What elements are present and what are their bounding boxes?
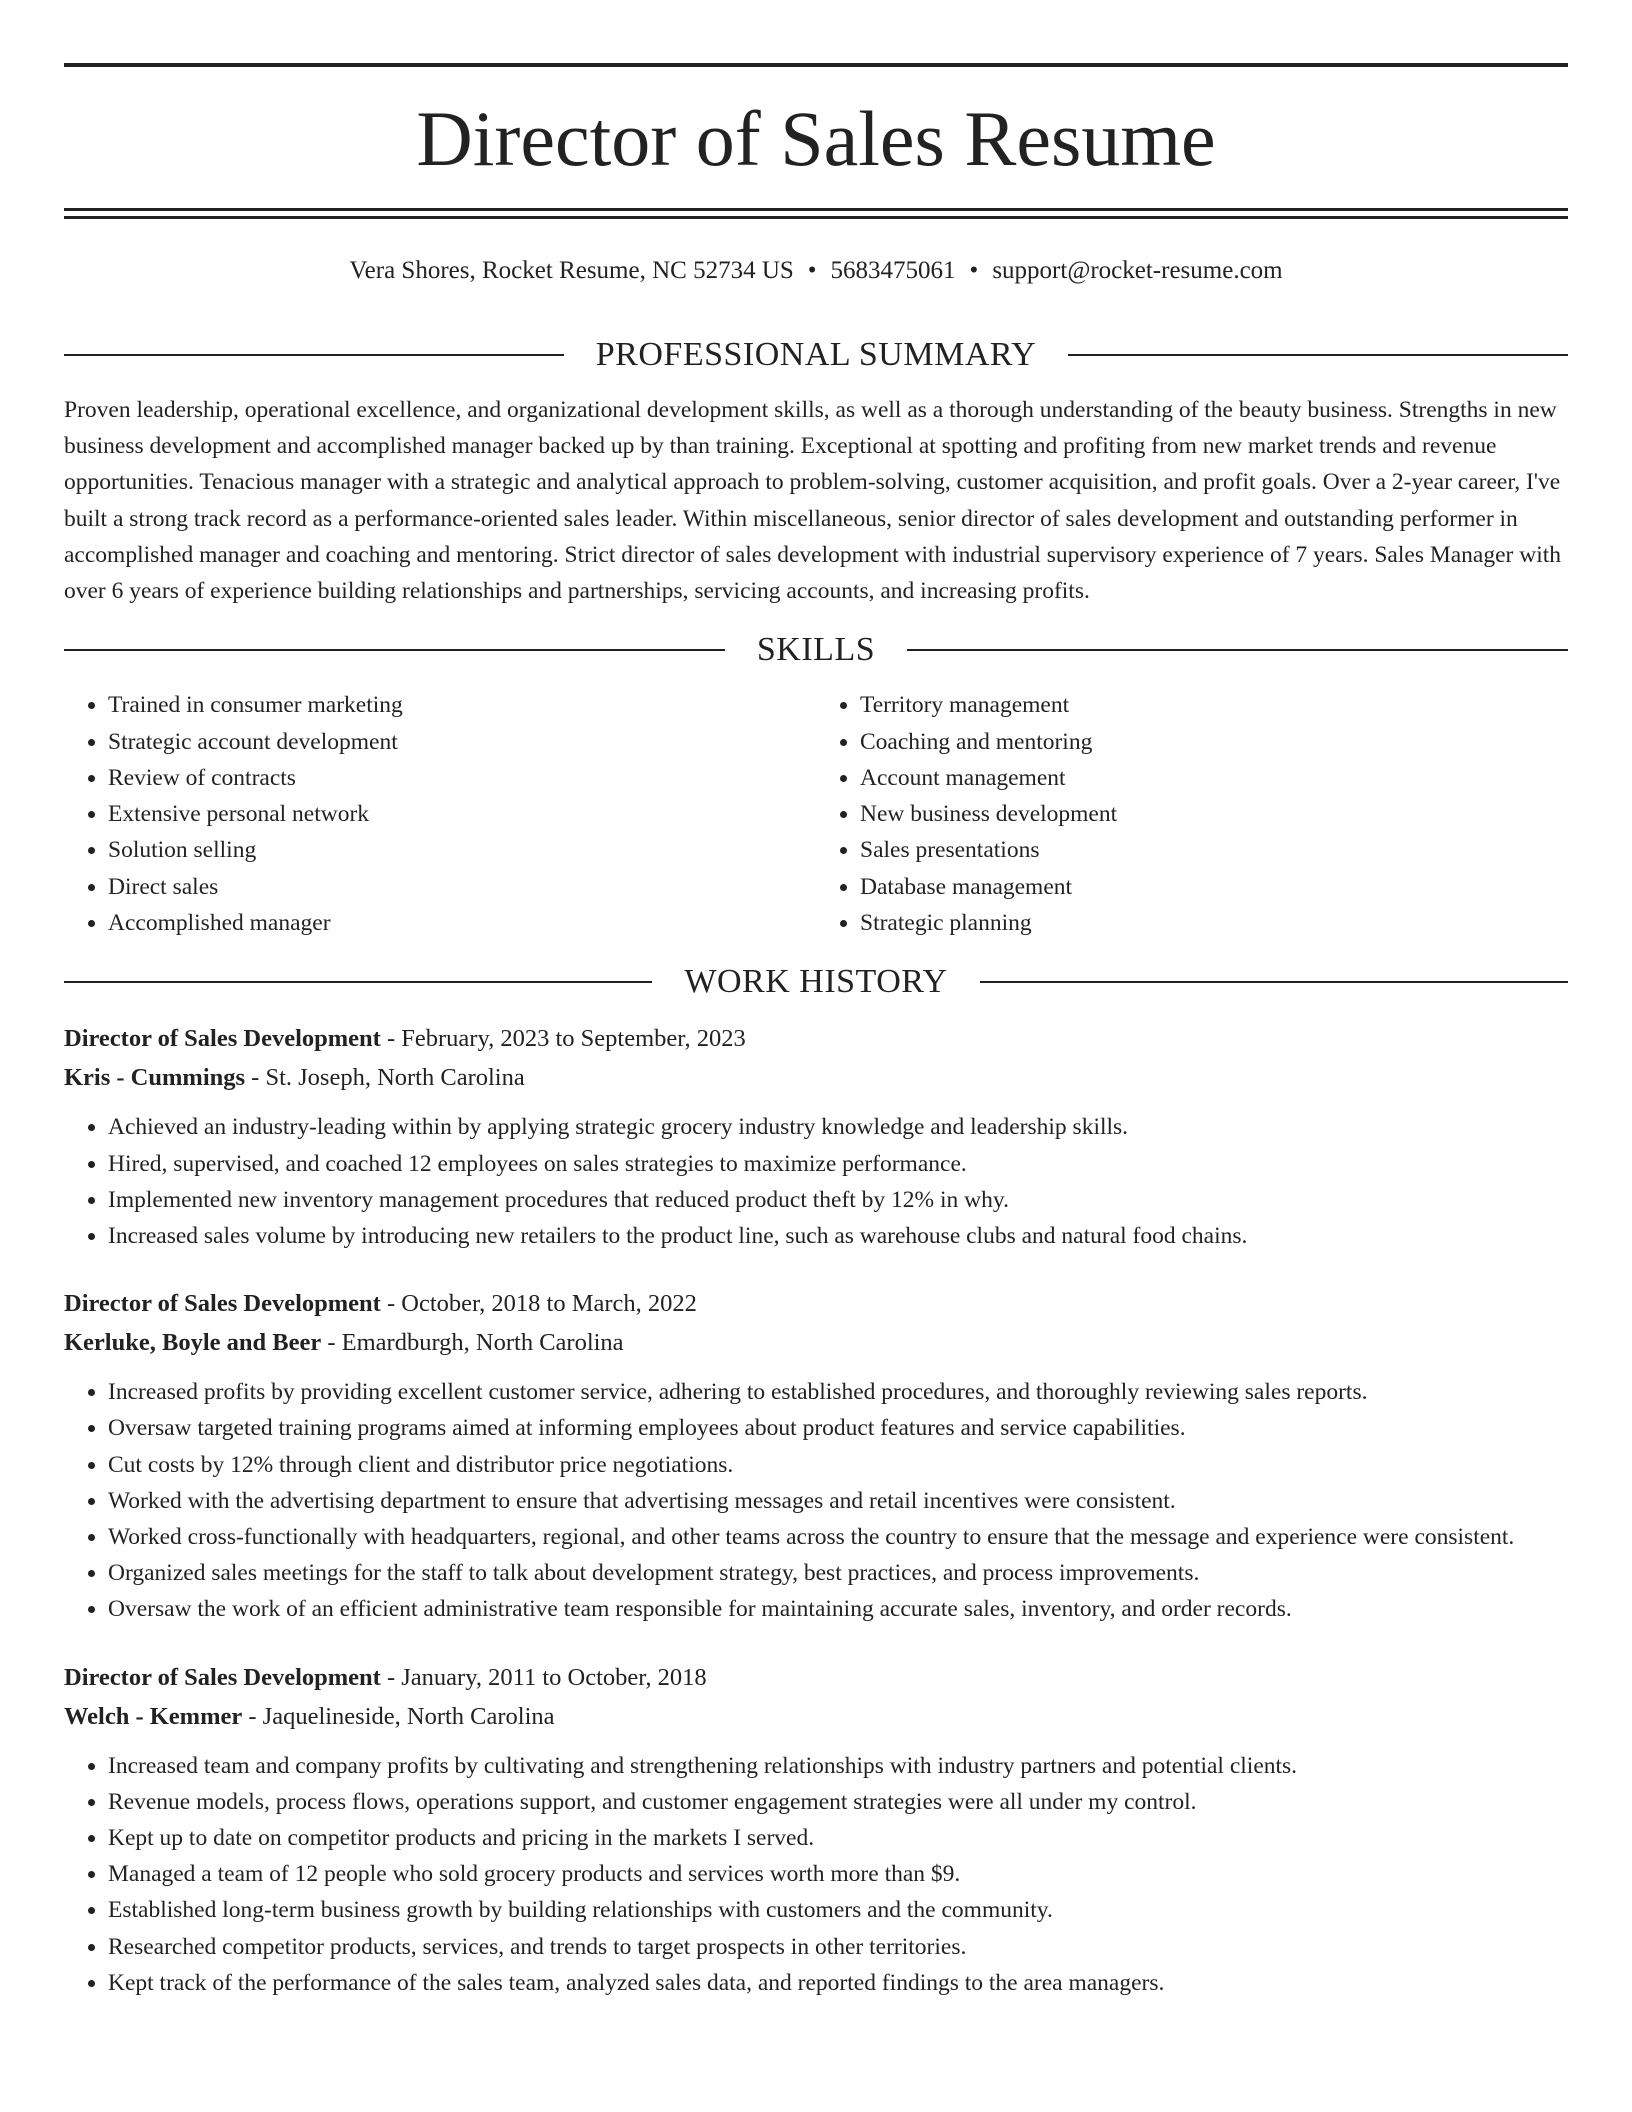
skills-column-left <box>64 687 816 941</box>
top-rule <box>64 63 1568 67</box>
job-entry <box>64 1658 1568 2001</box>
job-company: Kris - Cummings <box>64 1064 246 1092</box>
heading-rule-right <box>1068 354 1568 356</box>
job-bullet: • Revenue models, process flows, operations support, and customer engagement strategies were all under my control. <box>108 1784 1568 1820</box>
skill-item: • Strategic planning <box>860 905 1568 941</box>
skill-item: • Extensive personal network <box>108 796 816 832</box>
job-bullet: • Cut costs by 12% through client and distributor price negotiations. <box>108 1447 1568 1483</box>
job-bullets <box>64 1109 1568 1254</box>
work-heading-label: WORK HISTORY <box>684 963 948 1001</box>
job-bullets <box>64 1374 1568 1627</box>
job-bullet: • Researched competitor products, services, and trends to target prospects in other territories. <box>108 1929 1568 1965</box>
job-location: - Jaquelineside, North Carolina <box>242 1702 555 1730</box>
job-bullet: • Managed a team of 12 people who sold grocery products and services worth more than $9. <box>108 1856 1568 1892</box>
job-dates: - October, 2018 to March, 2022 <box>380 1290 697 1318</box>
job-bullet: • Worked cross-functionally with headquarters, regional, and other teams across the country to ensure that the message and experience were consistent. <box>108 1519 1568 1555</box>
job-title-line <box>64 1284 1568 1323</box>
skills-heading-label: SKILLS <box>756 631 876 669</box>
job-bullets <box>64 1748 1568 2001</box>
job-bullet: • Increased sales volume by introducing new retailers to the product line, such as warehouse clubs and natural food chains. <box>108 1218 1568 1254</box>
job-company: Kerluke, Boyle and Beer <box>64 1329 322 1357</box>
title-rule-upper <box>64 208 1568 211</box>
job-bullet: • Increased profits by providing excellent customer service, adhering to established procedures, and thoroughly reviewing sales reports. <box>108 1374 1568 1410</box>
skills-column-right <box>816 687 1568 941</box>
job-bullet: • Organized sales meetings for the staff to talk about development strategy, best practices, and process improvements. <box>108 1555 1568 1591</box>
contact-separator: • <box>969 257 979 284</box>
job-bullet: • Established long-term business growth by building relationships with customers and the community. <box>108 1892 1568 1928</box>
heading-rule-left <box>64 354 564 356</box>
skill-item: • Direct sales <box>108 869 816 905</box>
skill-item: • Account management <box>860 760 1568 796</box>
page-title: Director of Sales Resume <box>416 95 1216 182</box>
skill-item: • Solution selling <box>108 832 816 868</box>
skill-item: • Sales presentations <box>860 832 1568 868</box>
job-title: Director of Sales Development <box>64 1025 381 1053</box>
job-bullet: • Worked with the advertising department to ensure that advertising messages and retail incentives were consistent. <box>108 1483 1568 1519</box>
job-bullet: • Achieved an industry-leading within by applying strategic grocery industry knowledge and leadership skills. <box>108 1109 1568 1145</box>
job-title-line <box>64 1019 1568 1058</box>
contact-address: Vera Shores, Rocket Resume, NC 52734 US <box>349 257 794 284</box>
job-title: Director of Sales Development <box>64 1290 381 1318</box>
job-location: - Emardburgh, North Carolina <box>321 1329 624 1357</box>
job-company-line <box>64 1697 1568 1736</box>
job-company-line <box>64 1058 1568 1097</box>
job-bullet: • Implemented new inventory management procedures that reduced product theft by 12% in why. <box>108 1182 1568 1218</box>
job-bullet: • Hired, supervised, and coached 12 employees on sales strategies to maximize performance. <box>108 1146 1568 1182</box>
job-title: Director of Sales Development <box>64 1663 381 1691</box>
job-bullet: • Kept track of the performance of the sales team, analyzed sales data, and reported findings to the area managers. <box>108 1965 1568 2001</box>
job-bullet: • Kept up to date on competitor products and pricing in the markets I served. <box>108 1820 1568 1856</box>
job-entry <box>64 1284 1568 1627</box>
contact-separator: • <box>807 257 817 284</box>
contact-line <box>64 254 1568 288</box>
job-dates: - January, 2011 to October, 2018 <box>380 1663 707 1691</box>
skill-item: • Accomplished manager <box>108 905 816 941</box>
summary-text: Proven leadership, operational excellence, and organizational development skills, as well as a thorough understanding of the beauty business. Strengths in new business development and accomplished manager backed up by than training. Exceptional at spotting and profiting from new market trends and revenue opportunities. Tenacious manager with a strategic and analytical approach to problem-solving, customer acquisition, and profit goals. Over a 2-year career, I've built a strong track record as a performance-oriented sales leader. Within miscellaneous, senior director of sales development and outstanding performer in accomplished manager and coaching and mentoring. Strict director of sales development with industrial supervisory experience of 7 years. Sales Manager with over 6 years of experience building relationships and partnerships, servicing accounts, and increasing profits. <box>64 397 1562 605</box>
skill-item: • Review of contracts <box>108 760 816 796</box>
summary-heading-label: PROFESSIONAL SUMMARY <box>595 336 1037 373</box>
skill-item: • Strategic account development <box>108 724 816 760</box>
job-bullet: • Oversaw the work of an efficient administrative team responsible for maintaining accurate sales, inventory, and order records. <box>108 1591 1568 1627</box>
heading-rule-right <box>907 649 1568 651</box>
job-company-line <box>64 1323 1568 1362</box>
skill-item: • Coaching and mentoring <box>860 724 1568 760</box>
contact-email[interactable]: support@rocket-resume.com <box>992 257 1283 284</box>
heading-rule-left <box>64 981 652 983</box>
skill-item: • Trained in consumer marketing <box>108 687 816 723</box>
title-rule-lower <box>64 216 1568 219</box>
job-company: Welch - Kemmer <box>64 1702 243 1730</box>
job-bullet: • Increased team and company profits by cultivating and strengthening relationships with industry partners and potential clients. <box>108 1748 1568 1784</box>
skills-list <box>64 687 1568 941</box>
heading-rule-left <box>64 649 725 651</box>
summary-heading <box>64 330 1568 380</box>
job-dates: - February, 2023 to September, 2023 <box>380 1025 746 1053</box>
job-entry <box>64 1019 1568 1254</box>
job-bullet: • Oversaw targeted training programs aimed at informing employees about product features and service capabilities. <box>108 1410 1568 1446</box>
heading-rule-right <box>980 981 1568 983</box>
resume-content <box>64 330 1568 2001</box>
job-location: - St. Joseph, North Carolina <box>245 1064 525 1092</box>
skills-heading <box>64 625 1568 675</box>
skill-item: • Database management <box>860 869 1568 905</box>
work-heading <box>64 957 1568 1007</box>
contact-phone: 5683475061 <box>830 257 956 284</box>
job-title-line <box>64 1658 1568 1697</box>
skill-item: • New business development <box>860 796 1568 832</box>
skill-item: • Territory management <box>860 687 1568 723</box>
